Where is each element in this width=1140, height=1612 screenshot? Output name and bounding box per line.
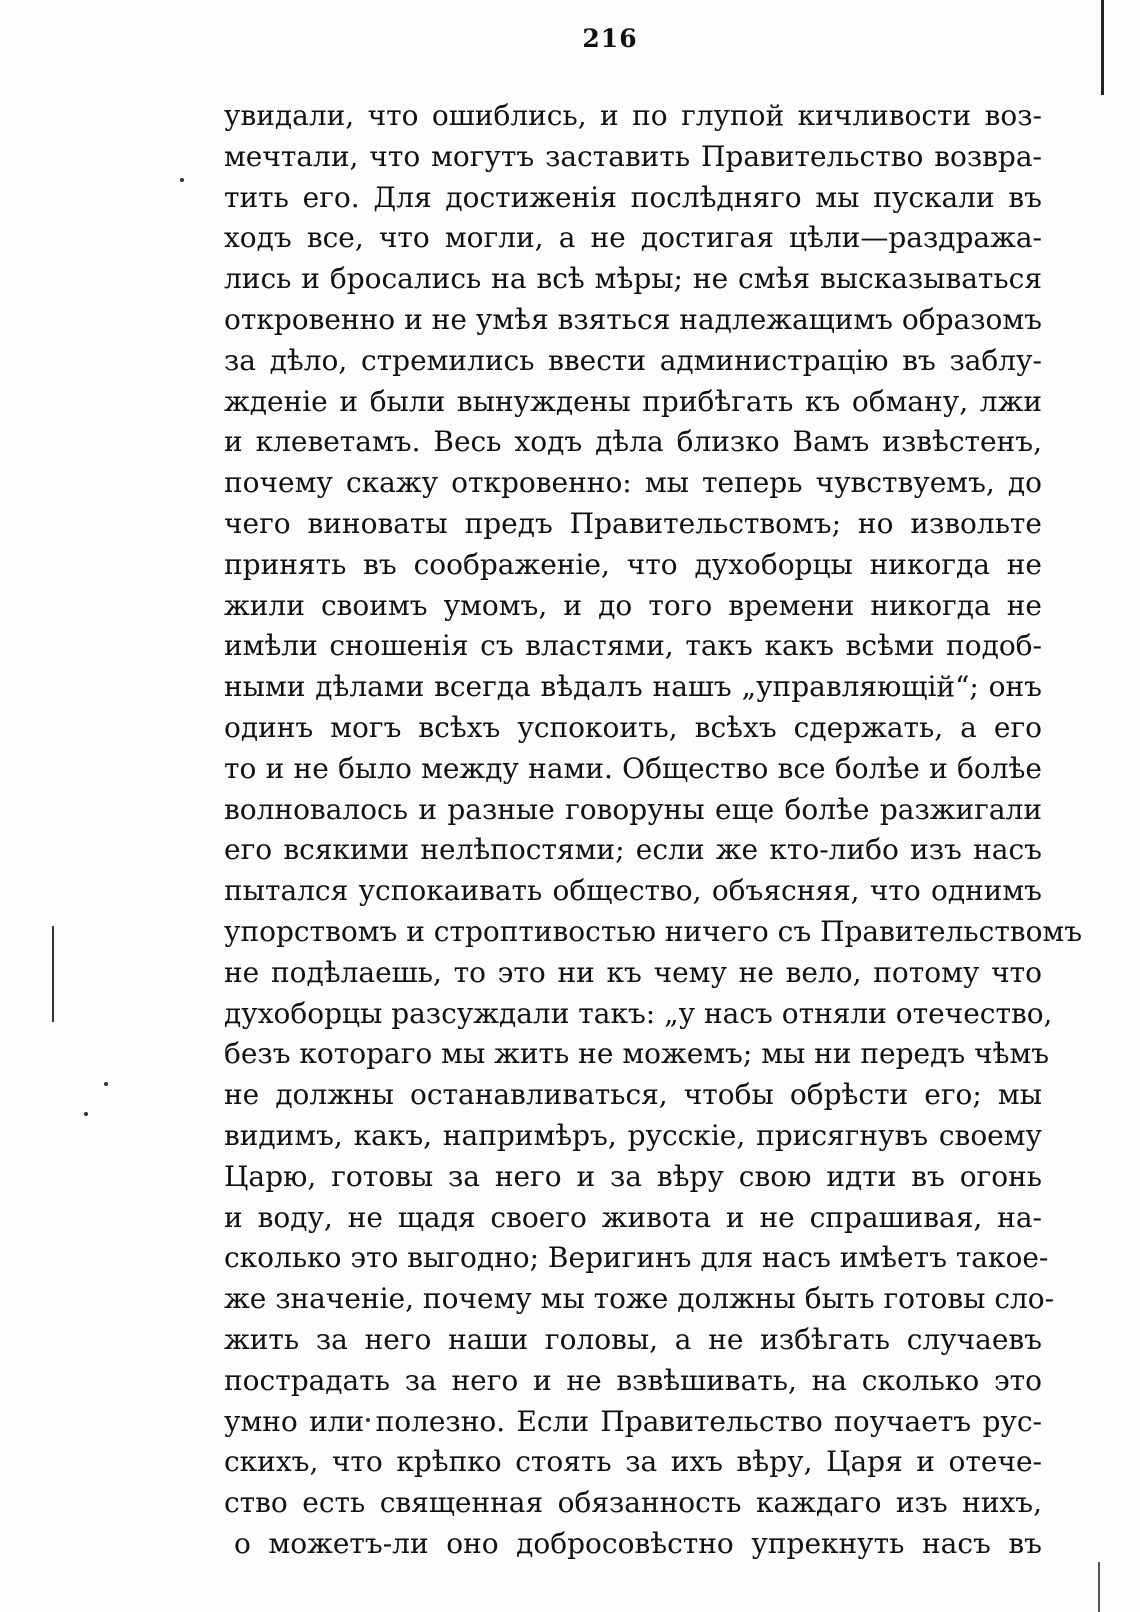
text-line: и клеветамъ. Весь ходъ дѣла близко Вамъ извѣстенъ, [224,425,1042,459]
text-line: жить за него наши головы, а не избѣгать случаевъ [224,1322,1042,1356]
text-line: пытался успокаивать общество, объясняя, что однимъ [224,874,1042,908]
text-line: не подѣлаешь, то это ни къ чему не вело, потому что [224,955,1042,989]
text-line: его всякими нелѣпостями; если же кто-либо изъ насъ [224,833,1042,867]
text-line: жденіе и были вынуждены прибѣгать къ обману, лжи [224,384,1042,418]
text-line: сколько это выгодно; Веригинъ для насъ имѣетъ такое- [224,1241,1049,1275]
text-line: тить его. Для достиженія послѣдняго мы пускали въ [224,180,1042,214]
text-line: духоборцы разсуждали такъ: „у насъ отняли отечество, [224,996,1053,1030]
text-line: и воду, не щадя своего живота и не спрашивая, на- [224,1200,1042,1234]
text-line: скихъ, что крѣпко стоять за ихъ вѣру, Царя и отече- [224,1445,1042,1479]
text-line: видимъ, какъ, напримѣръ, русскіе, присягнувъ своему [224,1118,1042,1152]
text-line: чего виноваты предъ Правительствомъ; но извольте [224,506,1042,540]
scan-speck [104,1082,108,1086]
scan-edge-mark-bottom [1098,1562,1100,1612]
text-line: за дѣло, стремились ввести администрацію въ заблу- [224,343,1042,377]
text-line: о можетъ-ли оно добросовѣстно упрекнуть насъ въ [234,1526,1042,1560]
text-line: имѣли сношенія съ властями, такъ какъ всѣми подоб- [224,629,1042,663]
text-line: лись и бросались на всѣ мѣры; не смѣя высказываться [224,262,1042,296]
text-line: Царю, готовы за него и за вѣру свою идти въ огонь [224,1159,1042,1193]
text-line: ство есть священная обязанность каждаго изъ нихъ, [224,1486,1042,1520]
scan-margin-mark [52,926,54,1022]
text-line: одинъ могъ всѣхъ успокоить, всѣхъ сдержать, а его [224,710,1042,744]
text-line: то и не было между нами. Общество все болѣе и болѣе [224,751,1042,785]
text-line: волновалось и разные говоруны еще болѣе разжигали [224,792,1042,826]
text-line: же значеніе, почему мы тоже должны быть готовы сло- [224,1282,1055,1316]
text-line: принять въ соображеніе, что духоборцы никогда не [224,547,1042,581]
text-line: упорствомъ и строптивостью ничего съ Правительствомъ [224,914,1083,948]
page-number: 216 [582,24,638,53]
text-line: почему скажу откровенно: мы теперь чувствуемъ, до [224,466,1042,500]
text-line: жили своимъ умомъ, и до того времени никогда не [224,588,1042,622]
scan-speck [180,178,184,182]
text-line: умно или полезно. Если Правительство поучаетъ рус- [224,1404,1042,1438]
text-line: увидали, что ошиблись, и по глупой кичливости воз- [224,99,1042,132]
text-line: безъ котораго мы жить не можемъ; мы ни передъ чѣмъ [224,1037,1050,1071]
text-line: пострадать за него и не взвѣшивать, на сколько это [224,1363,1042,1397]
scan-speck [84,1112,88,1116]
text-line: ходъ все, что могли, а не достигая цѣли—раздража- [224,221,1042,255]
text-line: мечтали, что могутъ заставить Правительство возвра- [224,139,1042,173]
body-text [224,96,1083,1565]
text-line: не должны останавливаться, чтобы обрѣсти его; мы [224,1078,1042,1112]
text-line: откровенно и не умѣя взяться надлежащимъ образомъ [224,302,1042,336]
text-line: ными дѣлами всегда вѣдалъ нашъ „управляющій“; онъ [224,670,1042,704]
